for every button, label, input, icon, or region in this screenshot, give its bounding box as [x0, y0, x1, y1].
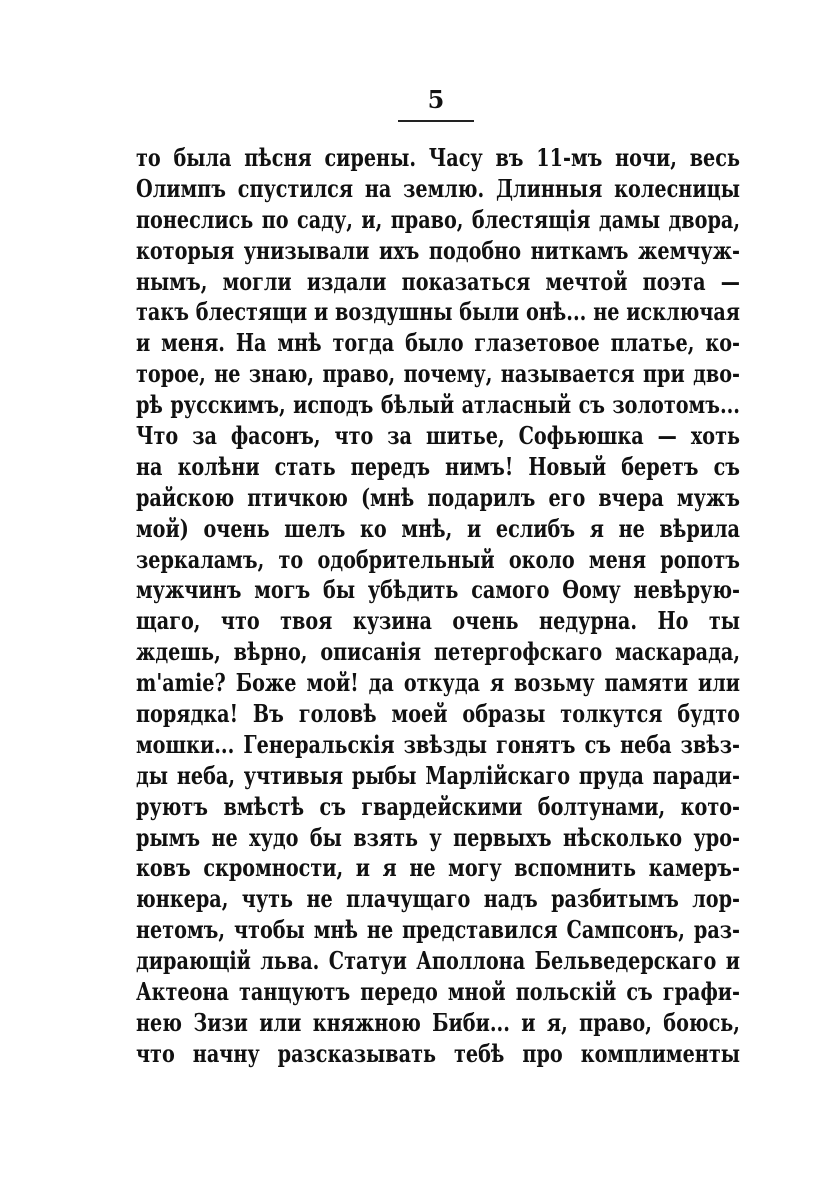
text-line: нею Зизи или княжною Биби... и я, право, боюсь, [136, 1007, 740, 1037]
text-line: мошки... Генеральскія звѣзды гонятъ съ неба звѣз- [136, 729, 740, 759]
text-line: Актеона танцуютъ передо мной польскій съ графи- [136, 977, 740, 1007]
text-line: зеркаламъ, то одобрительный около меня ропотъ [136, 544, 740, 574]
text-line: которыя унизывали ихъ подобно ниткамъ жемчуж- [136, 235, 740, 265]
text-line: райскою птичкою (мнѣ подарилъ его вчера мужъ [136, 482, 740, 512]
text-line: рымъ не худо бы взять у первыхъ нѣсколько уро- [136, 822, 740, 852]
body-text [136, 143, 740, 1070]
text-line: понеслись по саду, и, право, блестящія дамы двора, [136, 204, 740, 234]
page-number-rule [398, 120, 474, 122]
text-line: m'amie? Боже мой! да откуда я возьму памяти или [136, 668, 740, 698]
text-line: Олимпъ спустился на землю. Длинныя колесницы [136, 173, 740, 203]
text-line: мой) очень шелъ ко мнѣ, и еслибъ я не вѣрила [136, 513, 740, 543]
text-line: ды неба, учтивыя рыбы Марлійскаго пруда паради- [136, 760, 740, 790]
text-line: рѣ русскимъ, исподъ бѣлый атласный съ золотомъ... [136, 390, 740, 420]
text-line: щаго, что твоя кузина очень недурна. Но ты [136, 606, 740, 636]
text-line: на колѣни стать передъ нимъ! Новый беретъ съ [136, 451, 740, 481]
text-line: мужчинъ могъ бы убѣдить самого Ѳому невѣрую- [136, 575, 740, 605]
text-line: юнкера, чуть не плачущаго надъ разбитымъ лор- [136, 884, 740, 914]
text-line: ждешь, вѣрно, описанія петергофскаго маскарада, [136, 637, 740, 667]
text-line: и меня. На мнѣ тогда было глазетовое платье, ко- [136, 328, 740, 358]
text-line: то была пѣсня сирены. Часу въ 11-мъ ночи, весь [136, 143, 740, 172]
text-line: руютъ вмѣстѣ съ гвардейскими болтунами, кото- [136, 791, 740, 821]
text-line: нетомъ, чтобы мнѣ не представился Сампсонъ, раз- [136, 915, 740, 945]
text-line: такъ блестящи и воздушны были онѣ... не исключая [136, 297, 740, 327]
text-line: нымъ, могли издали показаться мечтой поэта — [136, 266, 740, 296]
text-line: Что за фасонъ, что за шитье, Софьюшка — хоть [136, 421, 740, 451]
text-line: ковъ скромности, и я не могу вспомнить камеръ- [136, 853, 740, 883]
text-line: порядка! Въ головѣ моей образы толкутся будто [136, 699, 740, 729]
text-line: что начну разсказывать тебѣ про комплименты [136, 1038, 740, 1068]
text-line: дирающій льва. Статуи Аполлона Бельведерскаго и [136, 946, 740, 976]
page-number: 5 [427, 85, 445, 114]
text-line: торое, не знаю, право, почему, называется при дво- [136, 359, 740, 389]
